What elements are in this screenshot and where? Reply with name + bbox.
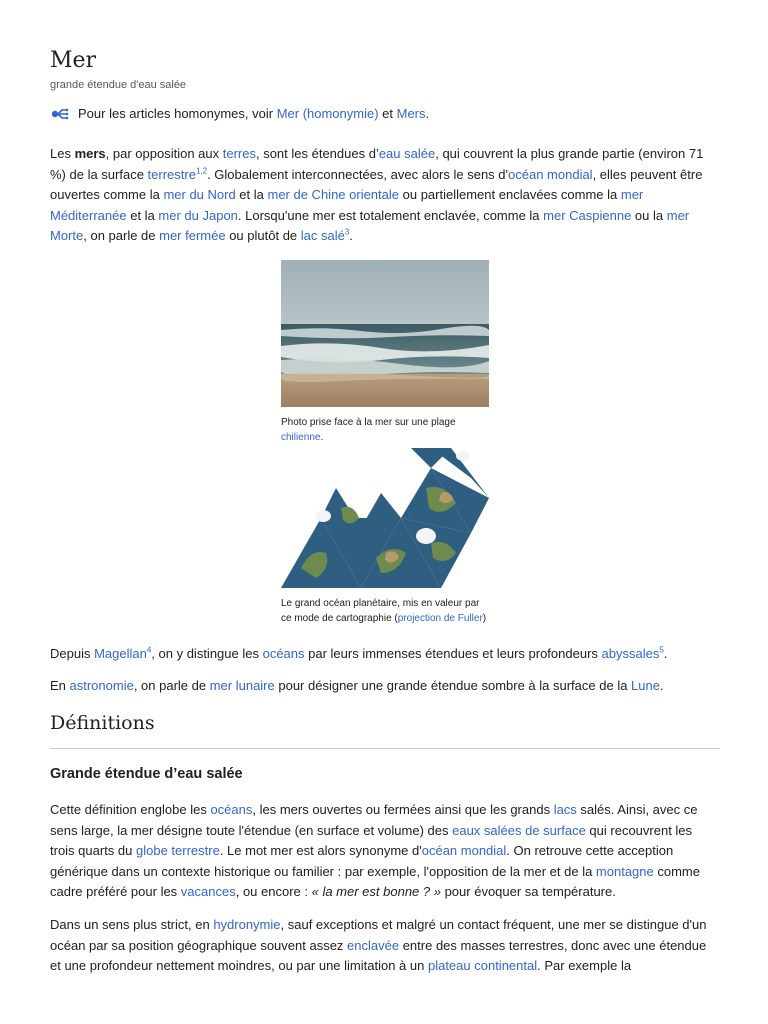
link-globe-terrestre[interactable]: globe terrestre bbox=[136, 843, 220, 858]
link-eaux-salees[interactable]: eaux salées de surface bbox=[452, 822, 586, 838]
link-plateau-continental[interactable]: plateau continental bbox=[427, 958, 538, 973]
link-terres[interactable]: terres bbox=[222, 146, 256, 161]
link-ocean-mondial-2[interactable]: océan mondial bbox=[421, 843, 507, 858]
intro-paragraph-1: Les mers, par opposition aux terres, sont les étendues d’eau salée, qui couvrent la plus grande partie (environ 71 %) de la surface terrestre$^{1,2}$. Globalement interconnectées, avec alors le sens d'océan mondial, elles peuvent être ouvertes comme la mer du Nord et la mer de Chine orientale ou partiellement enclavées comme la mer Méditerranée et la mer du Japon. Lorsqu'une mer est totalement enclavée, comme la mer Caspienne ou la mer Morte, on parle de mer fermée ou plutôt de lac salé$^3$. bbox=[50, 146, 704, 243]
disambiguation-icon bbox=[50, 107, 70, 121]
fuller-map[interactable] bbox=[281, 448, 489, 588]
link-oceans-2[interactable]: océans bbox=[210, 802, 253, 817]
link-ocean-mondial[interactable]: océan mondial bbox=[508, 166, 593, 182]
link-mer-homonymie[interactable]: Mer (homonymie) bbox=[276, 106, 379, 121]
ref-terrestre[interactable]: 1,2 bbox=[195, 166, 208, 176]
link-mediterranee[interactable]: mer Méditerranée bbox=[50, 187, 644, 223]
figure-fuller-map bbox=[281, 448, 489, 626]
bold-term: mers bbox=[74, 146, 106, 161]
link-lacs[interactable]: lacs bbox=[553, 802, 577, 817]
link-mer-lunaire[interactable]: mer lunaire bbox=[209, 678, 275, 693]
page-title: Mer bbox=[50, 48, 97, 73]
link-terrestre[interactable]: terrestre bbox=[147, 166, 196, 182]
section-heading-definitions: Définitions bbox=[50, 712, 155, 734]
section-divider bbox=[50, 748, 720, 749]
link-vacances[interactable]: vacances bbox=[180, 884, 236, 899]
link-mer-du-nord[interactable]: mer du Nord bbox=[163, 187, 236, 202]
link-hydronymie[interactable]: hydronymie bbox=[213, 917, 281, 932]
link-chilienne[interactable]: chilienne bbox=[281, 432, 321, 443]
page-subtitle: grande étendue d'eau salée bbox=[50, 79, 187, 91]
link-lune[interactable]: Lune bbox=[631, 678, 660, 693]
link-abyssales[interactable]: abyssales bbox=[601, 646, 660, 661]
map-caption: Le grand océan planétaire, mis en valeur par ce mode de cartographie (projection de Fuller) bbox=[281, 598, 487, 624]
link-enclavee[interactable]: enclavée bbox=[347, 937, 400, 953]
intro-paragraph-2: Depuis Magellan$^4$, on y distingue les océans par leurs immenses étendues et leurs profondeurs abyssales$^5$. bbox=[50, 645, 668, 661]
intro-paragraph-3: En astronomie, on parle de mer lunaire pour désigner une grande étendue sombre à la surface de la Lune. bbox=[50, 678, 664, 693]
ref-abyssales[interactable]: 5 bbox=[659, 645, 664, 655]
figure-beach bbox=[281, 260, 489, 445]
link-projection-fuller[interactable]: projection de Fuller bbox=[397, 613, 483, 624]
link-mer-fermee[interactable]: mer fermée bbox=[159, 228, 226, 243]
hatnote bbox=[50, 106, 429, 121]
link-mer-du-japon[interactable]: mer du Japon bbox=[158, 207, 238, 223]
link-mer-morte[interactable]: mer Morte bbox=[50, 207, 690, 243]
link-oceans[interactable]: océans bbox=[262, 646, 305, 661]
definitions-paragraph-1: Cette définition englobe les océans, les mers ouvertes ou fermées ainsi que les grands lacs salés. Ainsi, avec ce sens large, la mer désigne toute l'étendue (en surface et volume) des eaux salées de surface qui recouvrent les trois quarts du globe terrestre. Le mot mer est alors synonyme d'océan mondial. On retrouve cette acception générique dans un contexte historique ou familier : par exemple, l'opposition de la mer et de la montagne comme cadre préféré pour les vacances, ou encore : « la mer est bonne ? » pour évoquer sa température. bbox=[50, 802, 700, 899]
link-magellan[interactable]: Magellan bbox=[94, 646, 147, 661]
beach-caption: Photo prise face à la mer sur une plage chilienne. bbox=[281, 417, 456, 443]
subsection-heading: Grande étendue d’eau salée bbox=[50, 766, 243, 782]
link-montagne[interactable]: montagne bbox=[595, 863, 654, 879]
ref-lac-sale[interactable]: 3 bbox=[344, 227, 350, 237]
beach-photo[interactable] bbox=[281, 260, 489, 407]
link-eau-salee[interactable]: eau salée bbox=[378, 146, 436, 161]
link-mers[interactable]: Mers bbox=[396, 106, 426, 121]
hatnote-text: Pour les articles homonymes, voir Mer (homonymie) et Mers. bbox=[78, 106, 430, 121]
link-mer-de-chine[interactable]: mer de Chine orientale bbox=[267, 187, 400, 202]
ref-magellan[interactable]: 4 bbox=[146, 645, 152, 655]
quote: « la mer est bonne ? » bbox=[311, 884, 441, 899]
link-mer-caspienne[interactable]: mer Caspienne bbox=[543, 207, 632, 223]
link-astronomie[interactable]: astronomie bbox=[69, 678, 134, 693]
definitions-paragraph-2: Dans un sens plus strict, en hydronymie, sauf exceptions et malgré un contact fréquent, une mer se distingue d'un océan par sa position géographique souvent assez enclavée entre des masses terrestres, donc avec une étendue et une profondeur nettement moindres, ou par une limitation à un plateau continental. Par exemple la bbox=[50, 917, 707, 973]
link-lac-sale[interactable]: lac salé bbox=[300, 228, 345, 243]
